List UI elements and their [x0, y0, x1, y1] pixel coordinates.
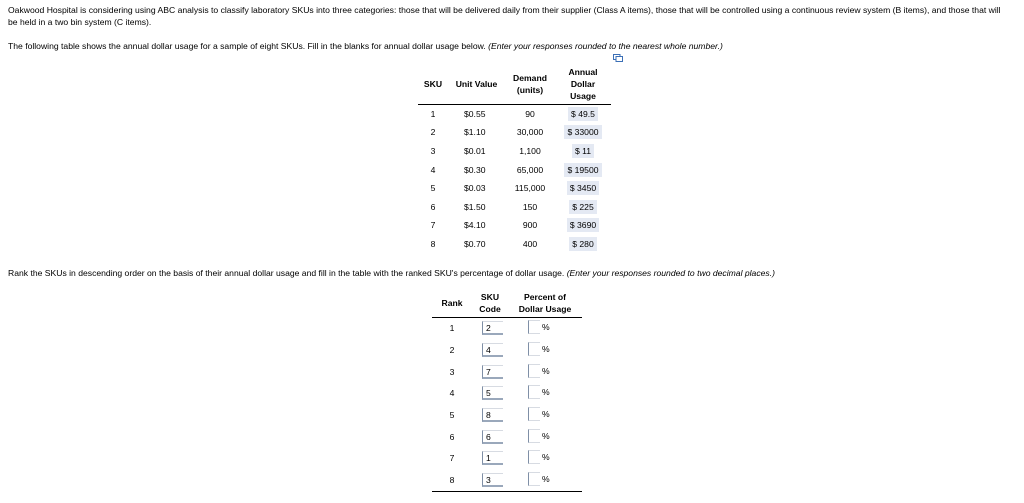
header-pct-line2: Dollar Usage	[518, 303, 572, 314]
percent-input[interactable]	[528, 472, 540, 486]
rank-cell: 5	[449, 410, 455, 421]
table-row	[418, 123, 611, 142]
demand-cell: 1,100	[519, 145, 541, 156]
code-cell	[472, 361, 508, 383]
table-row	[432, 317, 582, 339]
code-cell	[472, 426, 508, 448]
header-rank: Rank	[432, 289, 472, 317]
usage-cell	[555, 216, 611, 235]
demand-cell: 400	[522, 238, 538, 249]
percent-sign: %	[542, 387, 550, 398]
header-sku-code	[472, 289, 508, 317]
pct-cell	[508, 448, 582, 470]
header-unit-value: Unit Value	[448, 64, 505, 104]
table-row	[432, 448, 582, 470]
header-usage-line1: Annual	[568, 66, 598, 77]
sku-cell: 4	[430, 164, 436, 175]
usage-answer[interactable]: $ 33000	[564, 125, 601, 139]
header-sku: SKU	[418, 64, 448, 104]
table-row	[432, 404, 582, 426]
sku-cell: 7	[430, 220, 436, 231]
instruction-1-hint: (Enter your responses rounded to the nearest whole number.)	[488, 41, 723, 51]
percent-input[interactable]	[528, 364, 540, 378]
pct-cell	[508, 339, 582, 361]
percent-input[interactable]	[528, 320, 540, 334]
percent-sign: %	[542, 365, 550, 376]
table-row	[418, 160, 611, 179]
header-percent	[508, 289, 582, 317]
sku-cell: 1	[430, 108, 436, 119]
sku-code-input[interactable]: 8	[482, 408, 503, 422]
percent-input[interactable]	[528, 342, 540, 356]
pct-cell	[508, 426, 582, 448]
instruction-2	[8, 267, 1008, 279]
pct-cell	[508, 317, 582, 339]
header-demand-line2: (units)	[516, 84, 544, 95]
usage-answer[interactable]: $ 19500	[564, 163, 601, 177]
usage-answer[interactable]: $ 3690	[567, 218, 599, 232]
percent-input[interactable]	[528, 385, 540, 399]
instruction-1-text: The following table shows the annual dollar usage for a sample of eight SKUs. Fill in the blanks for annual dollar usage below.	[8, 41, 486, 51]
demand-cell: 65,000	[516, 164, 544, 175]
sku-cell: 8	[430, 238, 436, 249]
percent-sign: %	[542, 344, 550, 355]
unit-value-cell: $0.55	[464, 108, 486, 119]
table-row	[418, 104, 611, 123]
annual-usage-table	[418, 64, 611, 253]
demand-cell: 90	[525, 108, 535, 119]
header-demand-line1: Demand	[513, 72, 547, 83]
ranked-sku-table	[432, 289, 582, 492]
percent-input[interactable]	[528, 407, 540, 421]
instruction-2-hint: (Enter your responses rounded to two decimal places.)	[566, 268, 775, 278]
header-code-line1: SKU	[480, 291, 500, 302]
usage-answer[interactable]: $ 3450	[567, 181, 599, 195]
rank-cell: 4	[449, 388, 455, 399]
usage-answer[interactable]: $ 49.5	[568, 107, 598, 121]
percent-sign: %	[542, 430, 550, 441]
demand-cell: 115,000	[514, 183, 546, 194]
header-usage-line2: Dollar	[570, 78, 596, 89]
code-cell	[472, 448, 508, 470]
table-row	[418, 179, 611, 198]
pct-cell	[508, 361, 582, 383]
usage-answer[interactable]: $ 280	[569, 237, 597, 251]
table-row	[432, 383, 582, 405]
sku-cell: 2	[430, 127, 436, 138]
pct-cell	[508, 383, 582, 405]
usage-cell	[555, 160, 611, 179]
instruction-2-text: Rank the SKUs in descending order on the basis of their annual dollar usage and fill in the table with the ranked SKU's percentage of dollar usage.	[8, 268, 565, 278]
instruction-1	[8, 40, 1008, 52]
sku-cell: 6	[430, 201, 436, 212]
usage-cell	[555, 104, 611, 123]
table-row	[418, 142, 611, 161]
table2-header-row	[432, 289, 582, 317]
percent-sign: %	[542, 474, 550, 485]
usage-cell	[555, 142, 611, 161]
rank-cell: 2	[449, 345, 455, 356]
code-cell	[472, 339, 508, 361]
header-usage-line3: Usage	[570, 90, 596, 101]
usage-answer[interactable]: $ 225	[569, 200, 597, 214]
sku-code-input[interactable]: 2	[482, 321, 503, 335]
demand-cell: 900	[522, 220, 538, 231]
demand-cell: 150	[522, 201, 538, 212]
unit-value-cell: $4.10	[464, 220, 486, 231]
intro-text: Oakwood Hospital is considering using ABC analysis to classify laboratory SKUs into three categories: those that will be delivered daily from their supplier (Class A items), those that will be controlled using a continuous review system (B items), and those that will be held in a two bin system (C items).	[8, 5, 1001, 27]
percent-sign: %	[542, 452, 550, 463]
sku-code-input[interactable]: 6	[482, 430, 503, 444]
table-row	[432, 361, 582, 383]
unit-value-cell: $1.10	[464, 127, 486, 138]
unit-value-cell: $0.30	[464, 164, 486, 175]
sku-code-input[interactable]: 1	[482, 451, 503, 465]
percent-sign: %	[542, 409, 550, 420]
demand-cell: 30,000	[516, 127, 544, 138]
usage-cell	[555, 235, 611, 254]
code-cell	[472, 469, 508, 491]
rank-cell: 3	[449, 366, 455, 377]
usage-cell	[555, 123, 611, 142]
percent-input[interactable]	[528, 429, 540, 443]
table-row	[418, 197, 611, 216]
table-row	[432, 426, 582, 448]
sku-code-input[interactable]: 4	[482, 343, 503, 357]
table-row	[418, 216, 611, 235]
percent-sign: %	[542, 322, 550, 333]
header-pct-line1: Percent of	[523, 291, 567, 302]
table1-header-row	[418, 64, 611, 104]
header-annual-usage	[555, 64, 611, 104]
sku-code-input[interactable]: 7	[482, 365, 503, 379]
table-row	[432, 339, 582, 361]
unit-value-cell: $1.50	[464, 201, 486, 212]
sku-code-input[interactable]: 5	[482, 386, 503, 400]
header-code-line2: Code	[479, 303, 501, 314]
sku-code-input[interactable]: 3	[482, 473, 503, 487]
unit-value-cell: $0.70	[464, 238, 486, 249]
sku-cell: 3	[430, 145, 436, 156]
unit-value-cell: $0.03	[464, 183, 486, 194]
table-row	[418, 235, 611, 254]
rank-cell: 7	[449, 453, 455, 464]
rank-cell: 6	[449, 431, 455, 442]
rank-cell: 8	[432, 469, 472, 491]
copy-icon[interactable]	[613, 54, 623, 62]
usage-answer[interactable]: $ 11	[572, 144, 594, 158]
usage-cell	[555, 197, 611, 216]
usage-cell	[555, 179, 611, 198]
table-row	[432, 469, 582, 491]
code-cell	[472, 317, 508, 339]
rank-cell: 1	[449, 323, 455, 334]
code-cell	[472, 404, 508, 426]
unit-value-cell: $0.01	[464, 145, 486, 156]
percent-input[interactable]	[528, 450, 540, 464]
header-demand	[505, 64, 555, 104]
problem-intro	[8, 4, 1008, 28]
pct-cell	[508, 404, 582, 426]
pct-cell	[508, 469, 582, 491]
sku-cell: 5	[430, 183, 436, 194]
code-cell	[472, 383, 508, 405]
